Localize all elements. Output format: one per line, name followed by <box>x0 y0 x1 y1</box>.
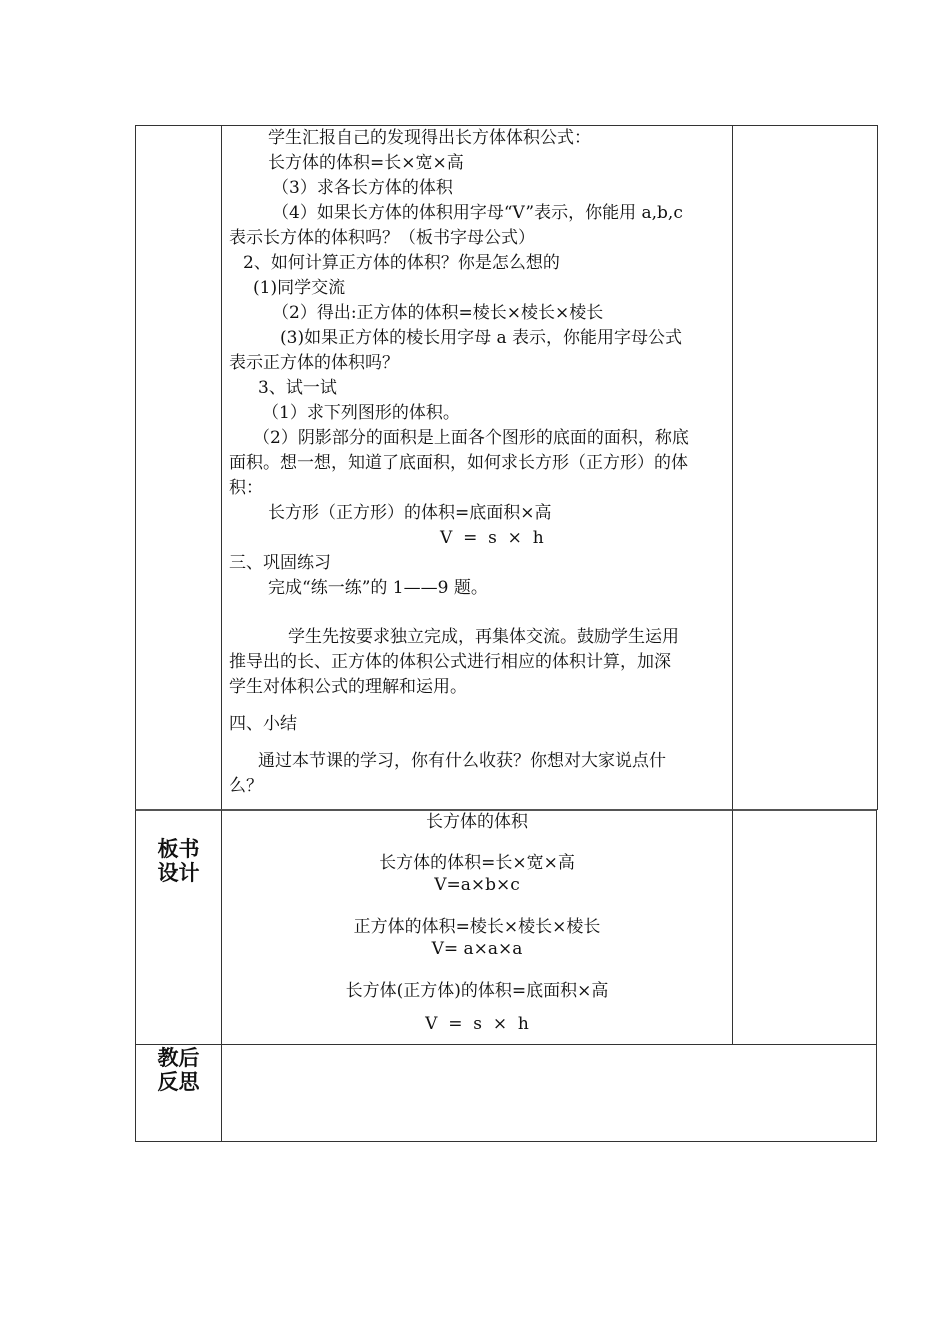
lesson-line: V = s × h <box>440 528 544 548</box>
lesson-line: 长方形（正方形）的体积=底面积×高 <box>268 503 552 523</box>
lesson-line: 面积。想一想，知道了底面积，如何求长方形（正方形）的体 <box>229 453 688 473</box>
lesson-line: (3)如果正方体的棱长用字母 a 表示，你能用字母公式 <box>280 328 683 348</box>
lesson-line: （3）求各长方体的体积 <box>272 178 453 198</box>
table-cell-row1-label <box>135 125 222 810</box>
table-cell-reflection-content <box>221 1044 877 1142</box>
board-cuboid-letters: V=a×b×c <box>434 875 520 895</box>
lesson-line: （2）阴影部分的面积是上面各个图形的底面的面积，称底 <box>253 428 689 448</box>
lesson-line: 四、小结 <box>229 714 297 734</box>
lesson-line: 学生汇报自己的发现得出长方体体积公式： <box>268 128 591 148</box>
reflection-label-line1: 教后 <box>157 1046 200 1070</box>
lesson-line: 表示长方体的体积吗？（板书字母公式） <box>229 228 535 248</box>
board-cube-formula: 正方体的体积=棱长×棱长×棱长 <box>353 917 601 937</box>
lesson-line: 2、如何计算正方体的体积？你是怎么想的 <box>243 253 560 273</box>
lesson-line: 3、试一试 <box>258 378 337 398</box>
lesson-line: 长方体的体积=长×宽×高 <box>268 153 464 173</box>
board-cube-letters: V= a×a×a <box>431 939 523 959</box>
board-design-label-line2: 设计 <box>157 861 200 885</box>
board-general-letters: V = s × h <box>425 1014 529 1034</box>
lesson-line: 推导出的长、正方体的体积公式进行相应的体积计算，加深 <box>229 652 671 672</box>
lesson-line: 学生对体积公式的理解和运用。 <box>229 677 467 697</box>
lesson-line: 积： <box>229 478 263 498</box>
lesson-line: （1）求下列图形的体积。 <box>262 403 460 423</box>
table-cell-board-notes <box>732 809 877 1045</box>
lesson-line: (1)同学交流 <box>253 278 346 298</box>
board-design-label-line1: 板书 <box>157 837 200 861</box>
table-cell-row1-notes <box>732 125 878 810</box>
board-general-formula: 长方体(正方体)的体积=底面积×高 <box>345 981 609 1001</box>
lesson-line: 完成“练一练”的 1——9 题。 <box>268 578 488 598</box>
board-cuboid-formula: 长方体的体积=长×宽×高 <box>379 853 575 873</box>
lesson-line: 学生先按要求独立完成，再集体交流。鼓励学生运用 <box>288 627 679 647</box>
lesson-line: 表示正方体的体积吗？ <box>229 353 399 373</box>
lesson-line: 么？ <box>229 776 263 796</box>
lesson-line: （2）得出:正方体的体积=棱长×棱长×棱长 <box>272 303 604 323</box>
board-title: 长方体的体积 <box>426 812 528 832</box>
lesson-line: （4）如果长方体的体积用字母“V”表示，你能用 a,b,c <box>272 203 683 223</box>
reflection-label-line2: 反思 <box>157 1070 200 1094</box>
lesson-line: 三、巩固练习 <box>229 553 331 573</box>
lesson-line: 通过本节课的学习，你有什么收获？你想对大家说点什 <box>258 751 666 771</box>
